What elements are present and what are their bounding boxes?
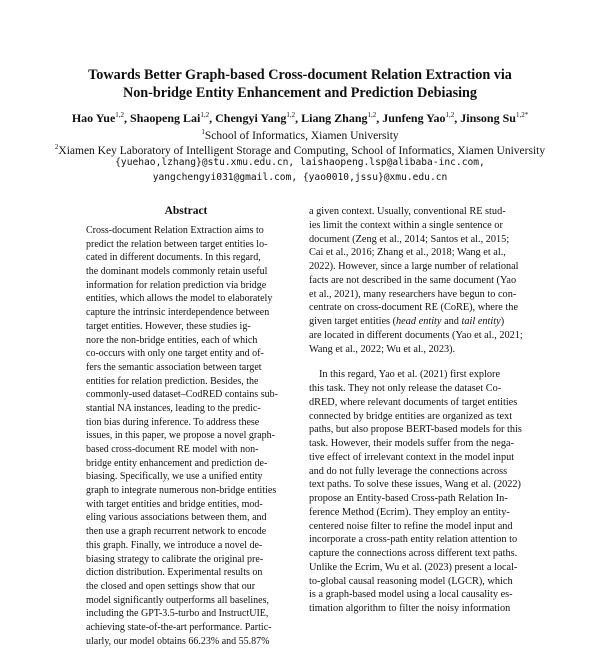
author-name: Hao Yue <box>71 111 116 125</box>
text-line: issues, in this paper, we propose a novel graph- <box>86 430 275 442</box>
author-affil-mark: 1,2 <box>200 111 210 119</box>
text-line: the dominant models commonly retain useful <box>86 266 268 278</box>
text-line: facts are not described in the same document (Yao <box>309 274 517 286</box>
text-line: document (Zeng et al., 2014; Santos et al., 2015; <box>309 233 510 245</box>
text-line: commonly-used dataset–CodRED contains sub- <box>86 389 278 401</box>
text-line: stantial NA instances, leading to the predic- <box>86 402 261 414</box>
text-line: ularly, our model obtains 66.23% and 55.87% <box>86 635 270 647</box>
text-line: tion bias during inference. To address these <box>86 416 260 428</box>
text-line: is a graph-based model using a local causality es- <box>309 589 513 601</box>
author-name: Chengyi Yang <box>215 111 287 125</box>
author-list: Hao Yue$^{1,2}$, Shaopeng Lai$^{1,2}$, Chengyi Yang$^{1,2}$, Liang Zhang$^{1,2}$, Junfeng Yao$^{1,2}$, Jinsong $Su^{1,2*}$ <box>71 111 529 125</box>
text-line: timation algorithm to filter the noisy information <box>309 603 511 614</box>
text-line: then use a graph recurrent network to encode <box>86 526 267 538</box>
text-line: biasing strategy to calibrate the original pre- <box>86 553 264 565</box>
italic-term: head entity <box>396 316 442 327</box>
affiliation-1: $^1$School of Informatics, Xiamen University <box>201 128 399 142</box>
text-line: including the GPT-3.5-turbo and InstructUIE, <box>86 608 269 620</box>
text-line: entities, which allows the model to elaborately <box>86 293 273 305</box>
author-name: Shaopeng Lai <box>130 111 201 125</box>
text-line: task. However, their models suffer from the nega- <box>309 438 514 449</box>
text-line: In this regard, Yao et al. (2021) first explore <box>319 369 501 381</box>
text-line: this graph. Finally, we introduce a novel de- <box>86 539 263 551</box>
author-affil-mark: 1,2 <box>445 111 455 119</box>
text-line: based cross-document RE model with non- <box>86 444 259 455</box>
text-line: capture the connections across different text paths. <box>309 548 518 559</box>
author-affil-mark: 1,2 <box>367 111 377 119</box>
text-line: ference Method (Ecrim). They employ an entity- <box>309 506 510 518</box>
email-line: {yuehao,lzhang}@stu.xmu.edu.cn, laishaopeng.lsp@alibaba-inc.com, <box>115 157 485 168</box>
author-name: Junfeng Yao <box>382 111 446 125</box>
text-line: 2022). However, since a large number of relational <box>309 261 519 272</box>
text-line: nore the non-bridge entities, each of which <box>86 334 258 346</box>
text-line: a given context. Usually, conventional RE stud- <box>309 206 506 217</box>
text-line: model significantly outperforms all baselines, <box>86 594 270 606</box>
text-line: predict the relation between target entities lo- <box>86 238 268 250</box>
text-line: capture the intrinsic interdependence between <box>86 307 270 319</box>
paper-title <box>40 66 560 102</box>
text-line: cated in different documents. In this regard, <box>86 252 261 264</box>
text-line: et al., 2021), many researchers have begun to con- <box>309 288 517 300</box>
abstract-body <box>86 224 282 648</box>
text-line: information for relation prediction via bridge <box>86 279 267 291</box>
text-line: to-global causal reasoning model (LGCR), which <box>309 575 513 587</box>
text-line: ies limit the context within a single sentence or <box>309 219 503 231</box>
text-line: tive effect of irrelevant context in the model input <box>309 451 515 463</box>
text-line: diction distribution. Experimental results on <box>86 567 263 579</box>
text-line: Cai et al., 2016; Zhang et al., 2018; Wang et al., <box>309 247 506 259</box>
intro-body <box>309 205 534 616</box>
text-line: bridge entity enhancement and prediction de- <box>86 457 268 469</box>
text-line: target entities. However, these studies ig- <box>86 320 251 332</box>
abstract-heading: Abstract <box>164 205 208 217</box>
author-name: Liang Zhang <box>301 111 368 125</box>
text-line: Wang et al., 2022; Wu et al., 2023). <box>309 343 456 355</box>
text-line: and do not fully leverage the connections across <box>309 465 508 477</box>
italic-term: tail entity <box>461 316 501 327</box>
text-line: propose an Entity-based Cross-path Relation In- <box>309 493 508 504</box>
text-line: are located in different documents (Yao et al., 2021; <box>309 329 523 341</box>
text-line: given target entities (head entity and tail entity) <box>309 316 505 327</box>
title-line: Non-bridge Entity Enhancement and Prediction Debiasing <box>122 85 478 101</box>
author-affil-mark: 1,2* <box>515 111 529 119</box>
text-line: Unlike the Ecrim, Wu et al. (2023) present a local- <box>309 561 518 573</box>
author-affil-mark: 1,2 <box>115 111 125 119</box>
text-line: centrate on cross-document RE (CoRE), where the <box>309 302 519 314</box>
title-line: Towards Better Graph-based Cross-document Relation Extraction via <box>88 67 512 83</box>
text-line: graph to integrate numerous non-bridge entities <box>86 485 277 497</box>
text-line: text paths. To solve these issues, Wang et al. (2022) <box>309 479 521 491</box>
affiliation-2: $^2$Xiamen Key Laboratory of Intelligent Storage and Computing, School of Informatics, Xiamen University <box>54 143 546 157</box>
text-line: with target entities and bridge entities, mod- <box>86 498 263 510</box>
text-line: eling various associations between them, and <box>86 512 267 524</box>
text-line: dRED, where relevant documents of target entities <box>309 396 518 408</box>
author-affil-mark: 1,2 <box>286 111 296 119</box>
text-line: achieving state-of-the-art performance. Partic- <box>86 621 272 633</box>
text-line: this task. They not only release the dataset Co- <box>309 383 502 394</box>
author-name: Jinsong Su <box>460 111 516 125</box>
text-line: paths, but also propose BERT-based models for this <box>309 424 522 436</box>
text-line: incorporate a cross-path entity relation attention to <box>309 534 518 546</box>
text-line: connected by bridge entities are organized as text <box>309 410 513 422</box>
text-line: entities for relation prediction. Besides, the <box>86 375 259 387</box>
text-line: the closed and open settings show that our <box>86 580 256 592</box>
text-line: biasing. Specifically, we use a unified entity <box>86 471 263 483</box>
text-line: fers the semantic association between target <box>86 361 262 373</box>
text-line: Cross-document Relation Extraction aims to <box>86 225 264 236</box>
email-line: yangchengyi031@gmail.com, {yao0010,jssu}@xmu.edu.cn <box>152 172 448 183</box>
text-line: centered noise filter to refine the model input and <box>309 520 513 532</box>
text-line: co-occurs with only one target entity and of- <box>86 348 264 360</box>
